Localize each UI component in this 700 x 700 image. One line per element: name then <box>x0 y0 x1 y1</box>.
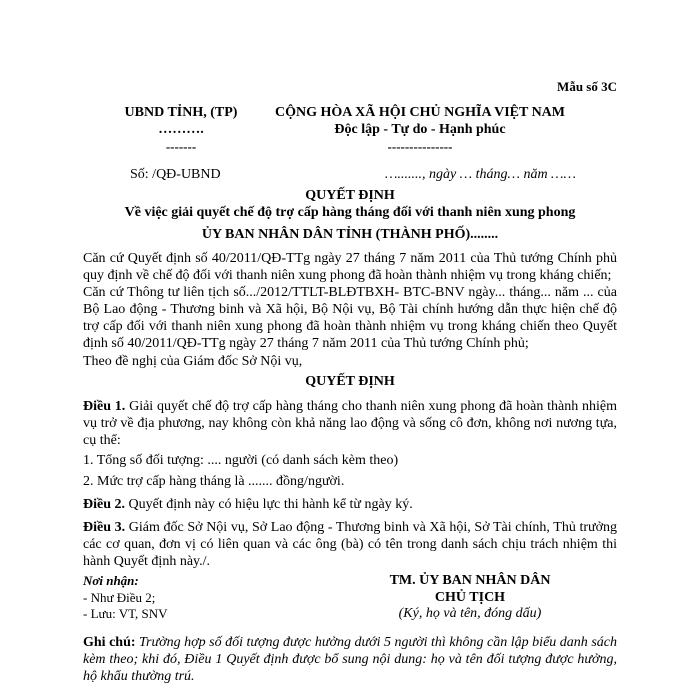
document-number: Số: /QĐ-UBND <box>130 167 221 182</box>
article-2 <box>83 496 617 513</box>
article-2-label: Điều 2. <box>83 497 125 512</box>
article-3-text: Giám đốc Sở Nội vụ, Sở Lao động - Thương binh và Xã hội, Sở Tài chính, Thủ trưởng các cơ quan, đơn vị có liên quan và các ông (bà) có tên trong danh sách chịu trách nhiệm thi hành Quyết định này./. <box>83 520 617 569</box>
issuing-committee: ỦY BAN NHÂN DÂN TỈNH (THÀNH PHỐ)........ <box>201 227 499 242</box>
authority-rule: ------- <box>165 139 197 154</box>
footnote-text: Trường hợp số đối tượng được hưởng dưới 5 người thì không cần lập biểu danh sách kèm theo; khi đó, Điều 1 Quyết định được bổ sung nội dung: họ và tên đối tượng được hưởng, hộ khẩu thường trú. <box>83 635 617 684</box>
recipients-label: Nơi nhận: <box>83 573 139 588</box>
nation-title: CỘNG HÒA XÃ HỘI CHỦ NGHĨA VIỆT NAM <box>274 105 565 120</box>
article-1-label: Điều 1. <box>83 399 126 414</box>
authority-dots: ………. <box>158 122 204 137</box>
proposal-line: Theo đề nghị của Giám đốc Sở Nội vụ, <box>83 354 303 369</box>
decision-subject: Về việc giải quyết chế độ trợ cấp hàng tháng đối với thanh niên xung phong <box>124 205 576 220</box>
place-and-date: …......., ngày … tháng… năm …… <box>385 167 576 182</box>
article-1-text: Giải quyết chế độ trợ cấp hàng tháng cho thanh niên xung phong đã hoàn thành nhiệm vụ trở về địa phương, nay không còn khả năng lao động và sống cô đơn, không nơi nương tựa, cụ thể: <box>83 399 618 448</box>
legal-basis-2: Căn cứ Thông tư liên tịch số.../2012/TTLT-BLĐTBXH- BTC-BNV ngày... tháng... năm ... của Bộ Lao động - Thương binh và Xã hội, Bộ Nội vụ, Bộ Tài chính hướng dẫn thực hiện chế độ trợ cấp đối với thanh niên xung phong đã hoàn thành nhiệm vụ trong kháng chiến theo Quyết định số 40/2011/QĐ-TTg ngày 27 tháng 7 năm 2011 của Thủ tướng Chính phủ; <box>83 285 617 351</box>
article-3 <box>83 519 617 570</box>
footnote-label: Ghi chú: <box>83 635 136 650</box>
form-number: Mẫu số 3C <box>557 79 617 94</box>
legal-basis-1: Căn cứ Quyết định số 40/2011/QĐ-TTg ngày 27 tháng 7 năm 2011 của Thủ tướng Chính phủ quy định về chế độ đối với thanh niên xung phong đã hoàn thành nhiệm vụ trong kháng chiến; <box>83 251 617 283</box>
decision-heading: QUYẾT ĐỊNH <box>305 374 395 389</box>
article-3-label: Điều 3. <box>83 520 126 535</box>
national-motto: Độc lập - Tự do - Hạnh phúc <box>334 122 506 137</box>
article-1-item-1: 1. Tổng số đối tượng: .... người (có danh sách kèm theo) <box>83 453 399 468</box>
recipient-line-2: - Lưu: VT, SNV <box>83 606 168 621</box>
issuing-authority: UBND TỈNH, (TP) <box>124 105 238 120</box>
signature-title: TM. ỦY BAN NHÂN DÂN <box>389 573 551 588</box>
footnote <box>83 634 617 685</box>
decision-title: QUYẾT ĐỊNH <box>305 188 395 203</box>
article-1 <box>83 398 617 449</box>
signature-instruction: (Ký, họ và tên, đóng dấu) <box>398 606 542 621</box>
recipient-line-1: - Như Điều 2; <box>83 590 156 605</box>
signature-role: CHỦ TỊCH <box>434 590 506 605</box>
motto-rule: --------------- <box>387 139 453 154</box>
article-2-text: Quyết định này có hiệu lực thi hành kể từ ngày ký. <box>125 497 413 512</box>
article-1-item-2: 2. Mức trợ cấp hàng tháng là ....... đồng/người. <box>83 474 345 489</box>
